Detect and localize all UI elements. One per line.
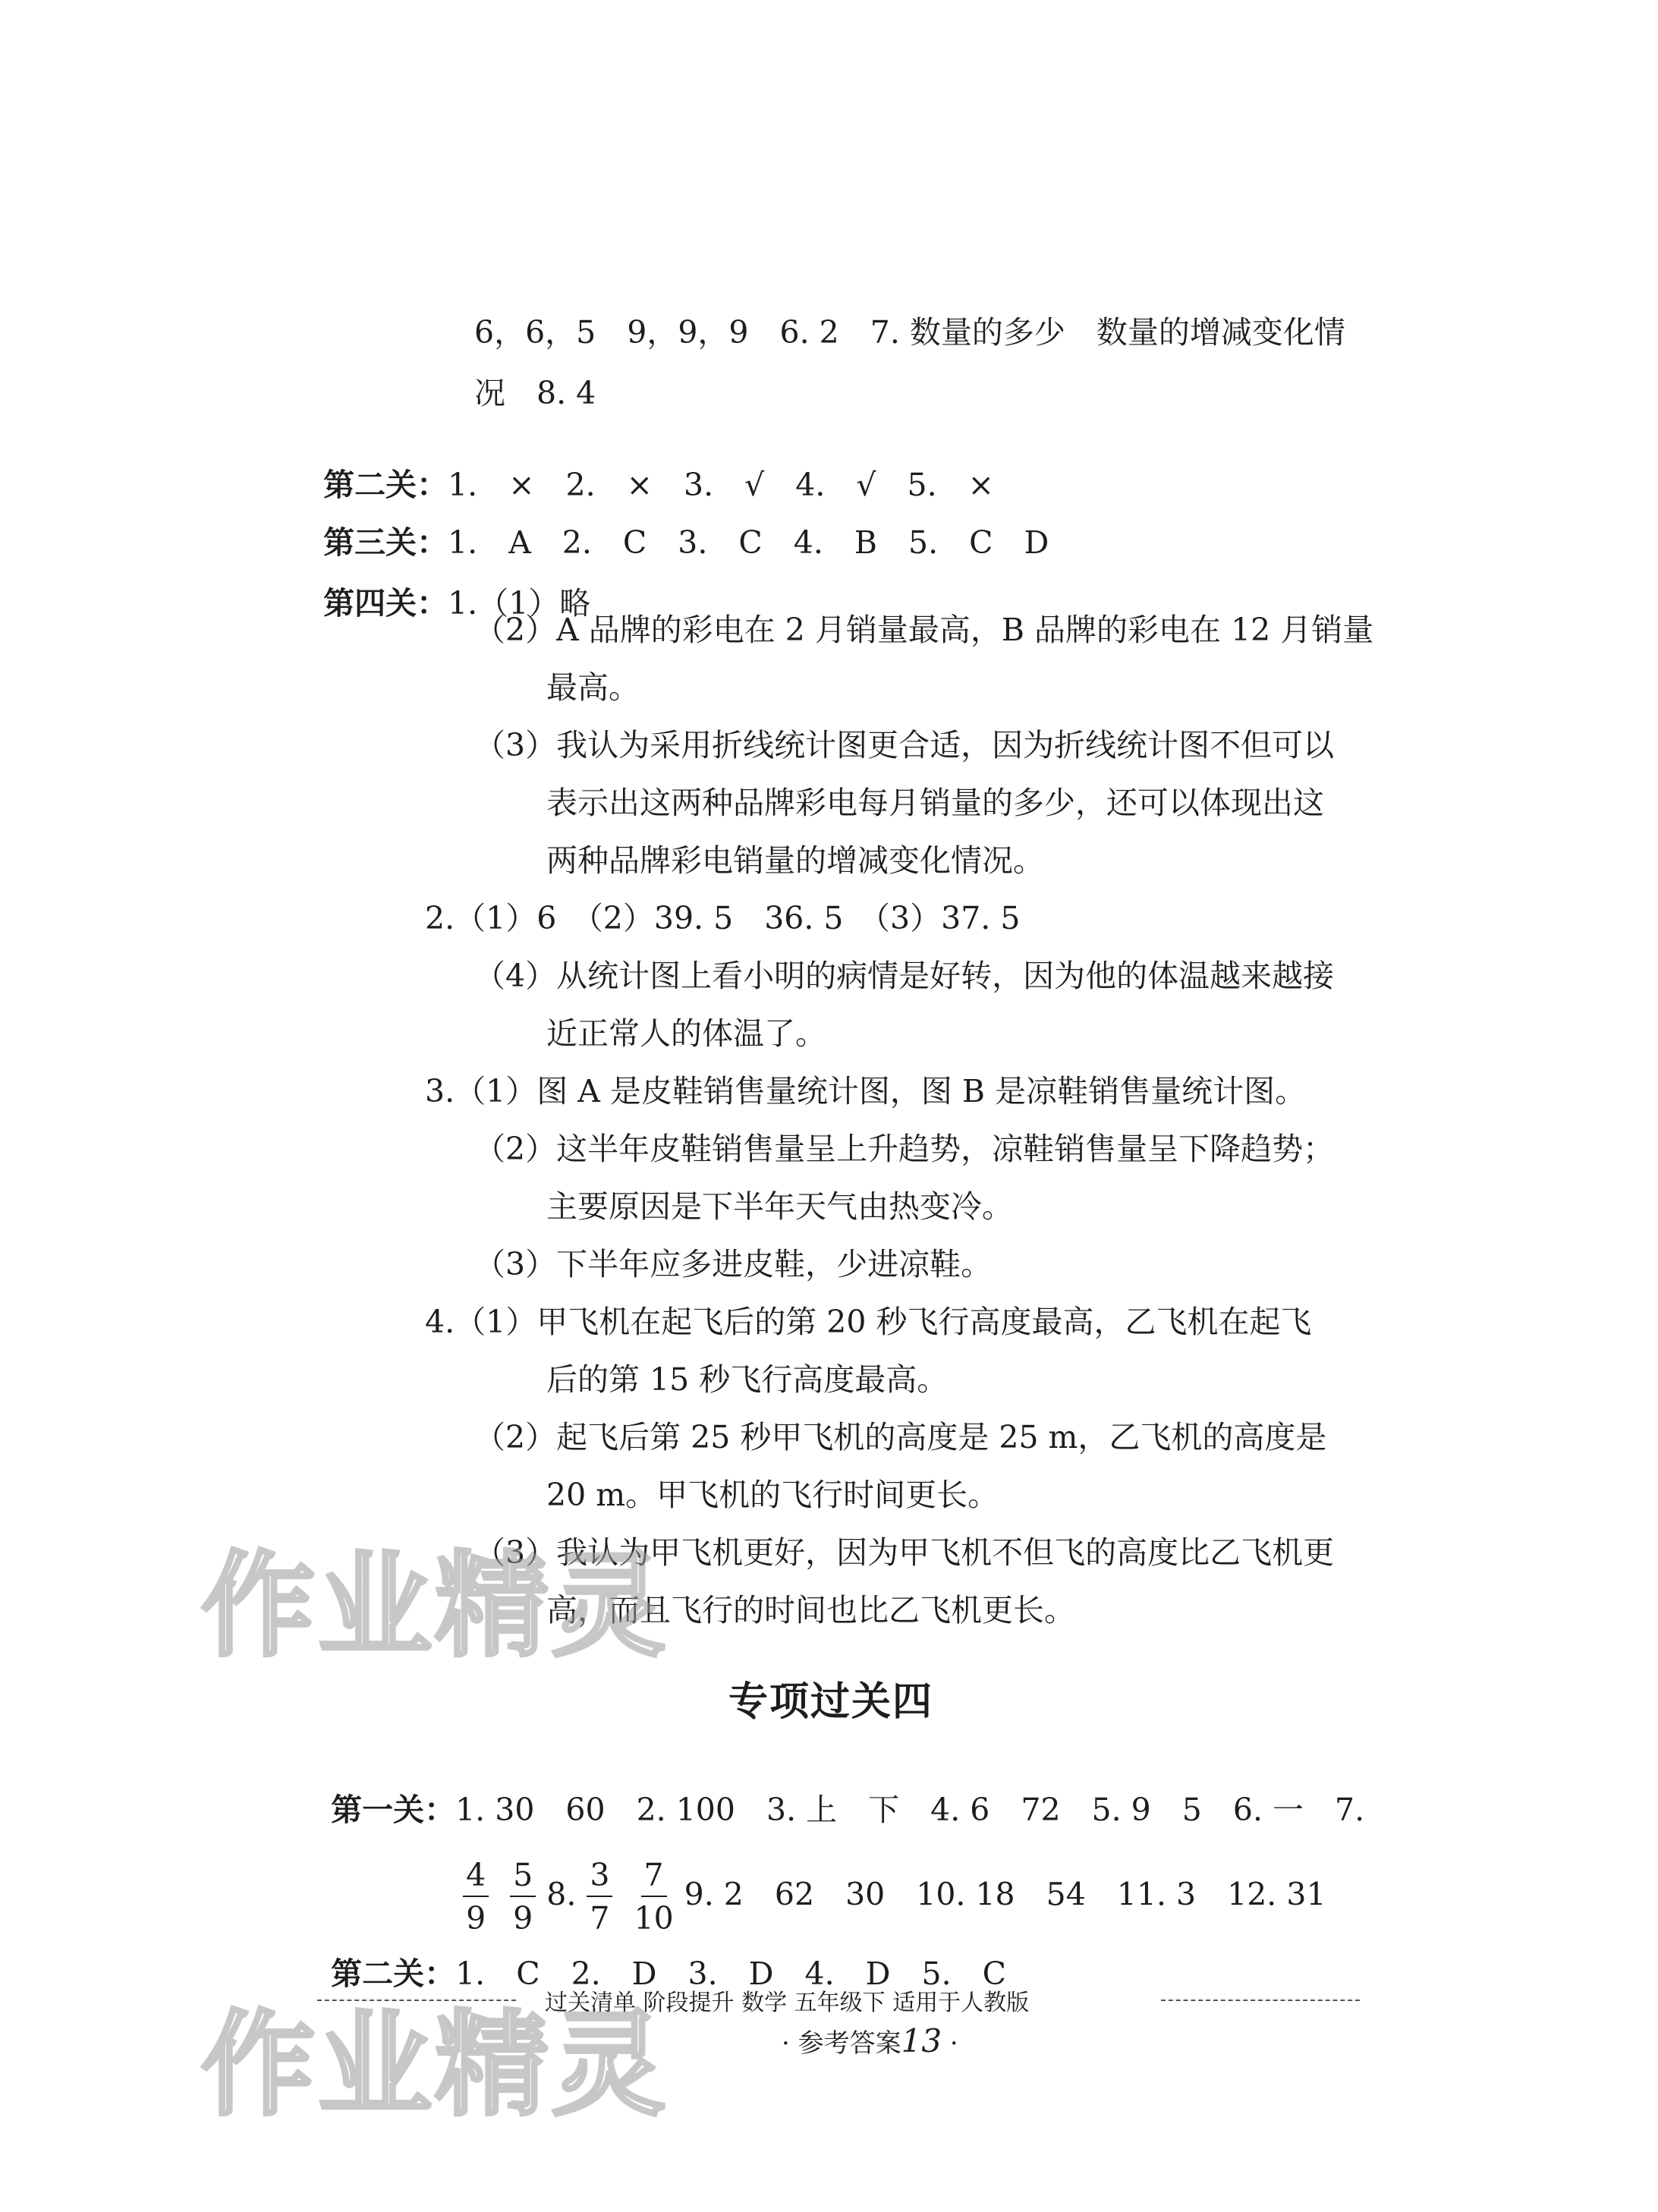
answer-line: 高，而且飞行的时间也比乙飞机更长。 [546, 1592, 1075, 1628]
answer-line: （2）A 品牌的彩电在 2 月销量最高，B 品牌的彩电在 12 月销量 [474, 612, 1374, 648]
answer-line [304, 557, 590, 619]
answer-line: 况 8. 4 [474, 375, 596, 411]
fraction [463, 1857, 489, 1937]
answer-line: 两种品牌彩电销量的增减变化情况。 [546, 842, 1044, 879]
answer-line: 表示出这两种品牌彩电每月销量的多少，还可以体现出这 [546, 785, 1324, 821]
answer-line: （2）起飞后第 25 秒甲飞机的高度是 25 m，乙飞机的高度是 [474, 1419, 1327, 1455]
answer-line: （3）下半年应多进皮鞋，少进凉鞋。 [474, 1246, 993, 1282]
answer-line: 6，6，5 9，9，9 6. 2 7. 数量的多少 数量的增减变化情 [474, 314, 1345, 351]
level-label: 第四关： [323, 585, 448, 621]
footer-book-title: 过关清单 阶段提升 数学 五年级下 适用于人教版 [545, 1990, 1030, 2016]
footer-page-number [782, 2022, 958, 2059]
answer-line: 20 m。甲飞机的飞行时间更长。 [546, 1477, 999, 1513]
page-prefix: · 参考答案 [782, 2028, 901, 2059]
answer-line: 3.（1）图 A 是皮鞋销售量统计图，图 B 是凉鞋销售量统计图。 [425, 1073, 1307, 1109]
answer-text: 1. A 2. C 3. C 4. B 5. C D [448, 524, 1049, 561]
answer-line [304, 439, 994, 501]
fraction-numerator: 7 [641, 1860, 667, 1897]
fraction [587, 1857, 612, 1937]
fraction [634, 1857, 674, 1937]
answer-line: 4.（1）甲飞机在起飞后的第 20 秒飞行高度最高，乙飞机在起飞 [425, 1304, 1312, 1340]
level-label: 第一关： [331, 1792, 456, 1828]
fraction-numerator: 4 [463, 1860, 489, 1897]
answer-text: 8. [546, 1876, 577, 1913]
answer-line [304, 496, 1049, 559]
answer-line: （3）我认为甲飞机更好，因为甲飞机不但飞的高度比乙飞机更 [474, 1534, 1335, 1571]
answer-text: 1. C 2. D 3. D 4. D 5. C [455, 1956, 1007, 1992]
fraction [510, 1857, 536, 1937]
fraction-denominator: 9 [513, 1900, 533, 1937]
page-suffix: · [942, 2028, 958, 2059]
watermark: 作业精灵 [201, 2000, 669, 2132]
section-title: 专项过关四 [728, 1679, 934, 1725]
answer-line: （3）我认为采用折线统计图更合适，因为折线统计图不但可以 [474, 727, 1335, 763]
answer-line: 主要原因是下半年天气由热变冷。 [546, 1188, 1013, 1225]
answer-text: 1. 30 60 2. 100 3. 上 下 4. 6 72 5. 9 5 6. 一 7. [455, 1792, 1365, 1828]
answer-line: 后的第 15 秒飞行高度最高。 [546, 1361, 949, 1398]
answer-line: 近正常人的体温了。 [546, 1015, 826, 1052]
answer-line [311, 1764, 1364, 1826]
fraction-numerator: 3 [587, 1860, 612, 1897]
fraction-numerator: 5 [510, 1860, 536, 1897]
fraction-answer-line [433, 1829, 1326, 1937]
page-number: 13 [901, 2022, 942, 2059]
answer-line: 最高。 [546, 669, 640, 706]
level-label: 第二关： [323, 467, 448, 503]
watermark: 作业精灵 [201, 1540, 669, 1672]
answer-text: 1. × 2. × 3. √ 4. √ 5. × [448, 467, 994, 503]
level-label: 第三关： [323, 524, 448, 561]
answer-line: （4）从统计图上看小明的病情是好转，因为他的体温越来越接 [474, 958, 1335, 994]
level-label: 第二关： [331, 1956, 456, 1992]
footer-rule-right [1161, 2000, 1360, 2001]
answer-text: 1.（1）略 [448, 585, 591, 621]
answer-line: 2.（1）6 （2）39. 5 36. 5 （3）37. 5 [425, 900, 1021, 936]
fraction-denominator: 9 [466, 1900, 486, 1937]
fraction-denominator: 7 [590, 1900, 610, 1937]
fraction-denominator: 10 [634, 1900, 674, 1937]
answer-text: 9. 2 62 30 10. 18 54 11. 3 12. 31 [684, 1876, 1326, 1913]
answer-line: （2）这半年皮鞋销售量呈上升趋势，凉鞋销售量呈下降趋势； [474, 1131, 1335, 1167]
